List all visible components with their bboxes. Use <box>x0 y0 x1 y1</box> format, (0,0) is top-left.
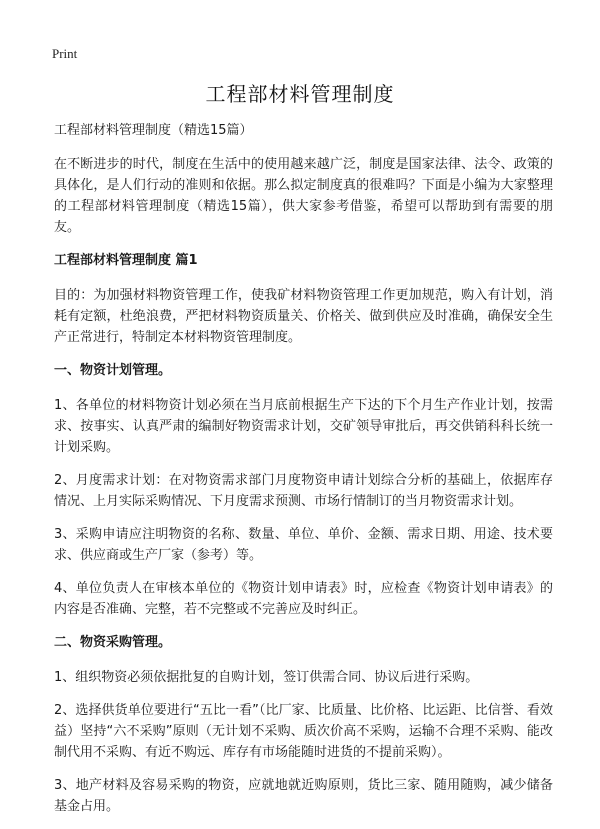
part-heading: 工程部材料管理制度 篇1 <box>54 253 198 268</box>
document-title: 工程部材料管理制度 <box>205 82 395 106</box>
section2-heading: 二、物资采购管理。 <box>54 635 172 650</box>
section1-item-2: 2、月度需求计划：在对物资需求部门月度物资申请计划综合分析的基础上，依据库存情况、上月实际采购情况、下月度需求预测、市场行情制订的当月物资需求计划。 <box>54 473 553 509</box>
intro-paragraph: 在不断进步的时代，制度在生活中的使用越来越广泛，制度是国家法律、法令、政策的具体化，是人们行动的准则和依据。那么拟定制度真的很难吗？下面是小编为大家整理的工程部材料管理制度（精选15篇），供大家参考借鉴，希望可以帮助到有需要的朋友。 <box>54 157 553 235</box>
section1-item-4: 4、单位负责人在审核本单位的《物资计划申请表》时，应检查《物资计划申请表》的内容是否准确、完整，若不完整或不完善应及时纠正。 <box>54 581 553 617</box>
print-label: Print <box>52 46 78 61</box>
document-subtitle: 工程部材料管理制度（精选15篇） <box>54 123 253 138</box>
purpose-paragraph: 目的：为加强材料物资管理工作，使我矿材料物资管理工作更加规范，购入有计划，消耗有定额，杜绝浪费，严把材料物资质量关、价格关、做到供应及时准确，确保安全生产正常进行，特制定本材料物资管理制度。 <box>54 288 553 345</box>
section1-item-3: 3、采购申请应注明物资的名称、数量、单位、单价、金额、需求日期、用途、技术要求、供应商或生产厂家（参考）等。 <box>54 527 553 563</box>
section1-heading: 一、物资计划管理。 <box>54 363 172 378</box>
section1-item-1: 1、各单位的材料物资计划必须在当月底前根据生产下达的下个月生产作业计划，按需求、按事实、认真严肃的编制好物资需求计划，交矿领导审批后，再交供销科科长统一计划采购。 <box>54 398 553 455</box>
document-body <box>54 120 553 829</box>
section2-item-3: 3、地产材料及容易采购的物资，应就地就近购原则，货比三家、随用随购，减少储备基金占用。 <box>54 778 553 814</box>
section2-item-1: 1、组织物资必须依据批复的自购计划，签订供需合同、协议后进行采购。 <box>54 670 479 685</box>
section2-item-2: 2、选择供货单位要进行“五比一看”（比厂家、比质量、比价格、比运距、比信誉、看效益）坚持“六不采购”原则（无计划不采购、质次价高不采购，运输不合理不采购、能改制代用不采购、有近不购远、库存有市场能随时进货的不提前采购）。 <box>54 703 553 760</box>
